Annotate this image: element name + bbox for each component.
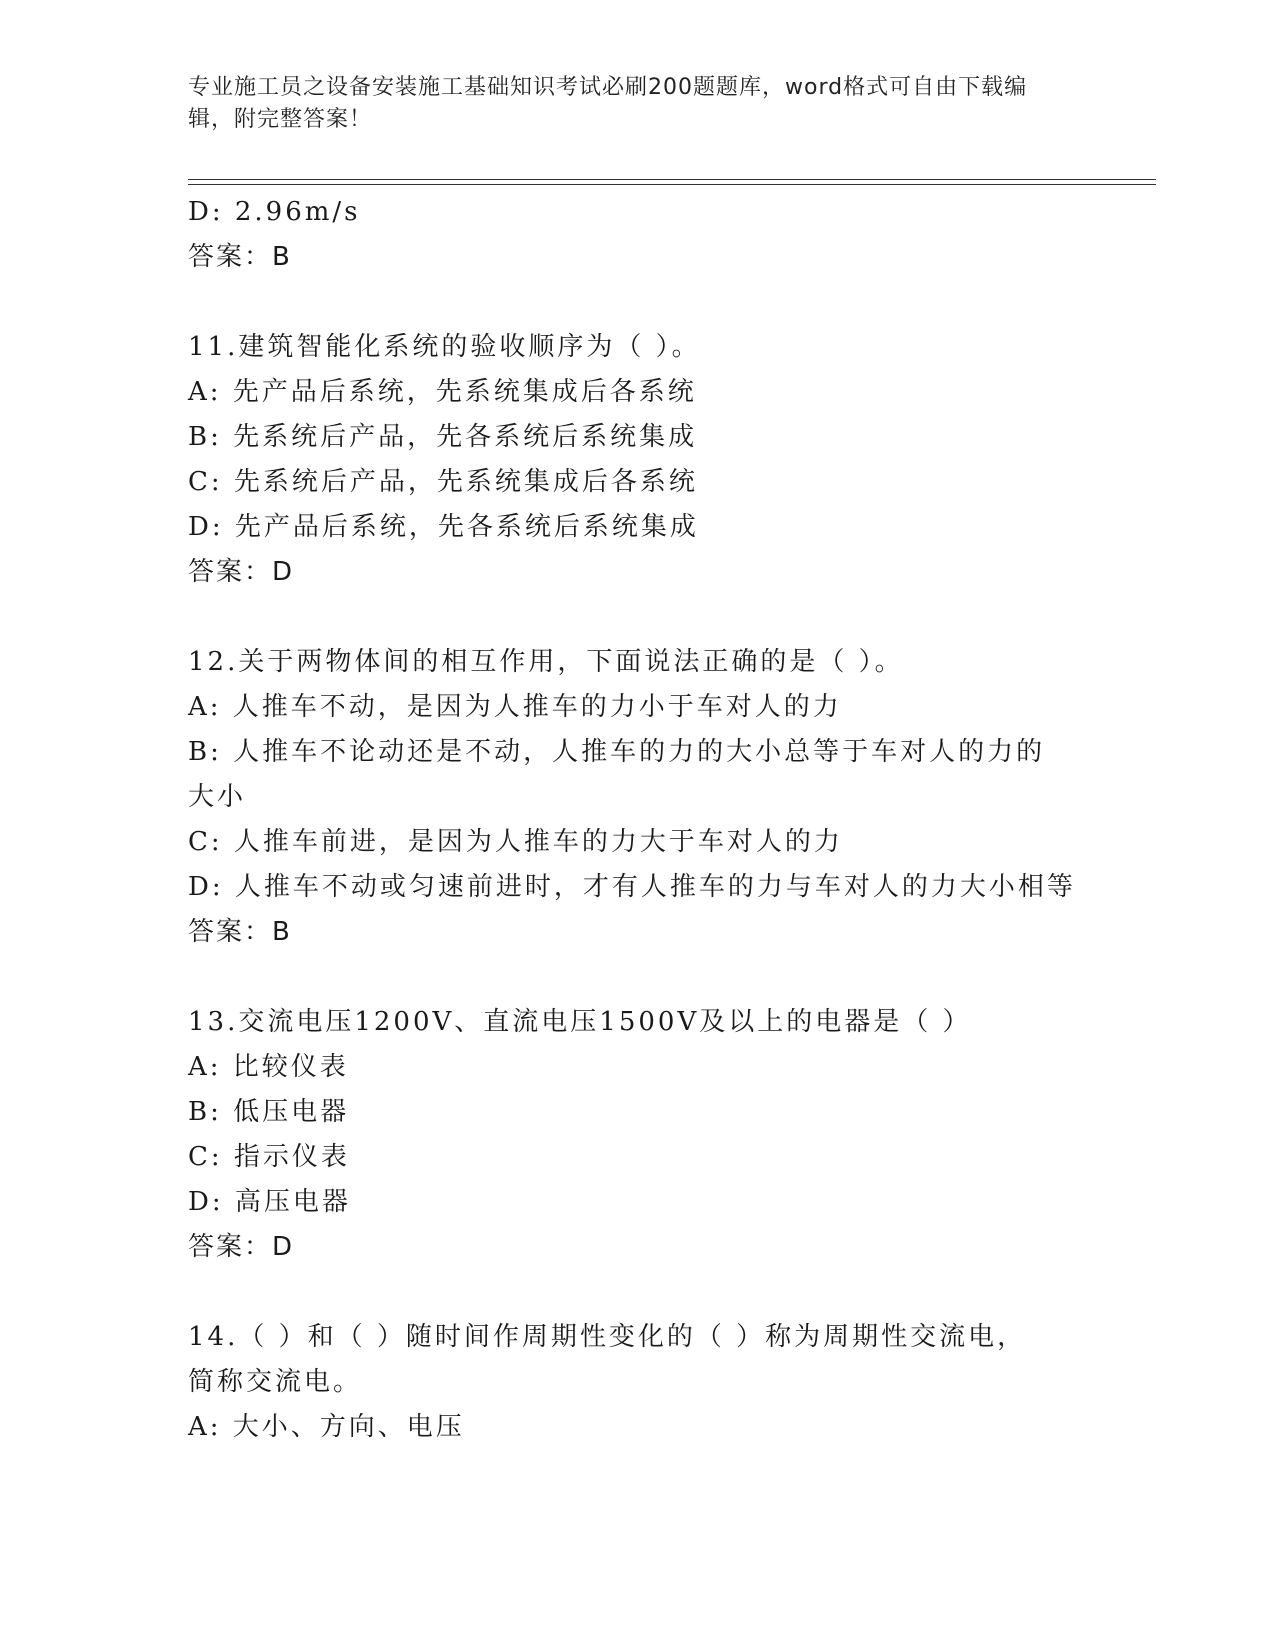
question-11 xyxy=(188,325,1088,595)
question-13 xyxy=(188,1000,1088,1270)
spacer xyxy=(188,280,1088,325)
question-stem: 14.（ ）和（ ）随时间作周期性变化的（ ）称为周期性交流电，简称交流电。 xyxy=(188,1322,1027,1397)
spacer xyxy=(188,595,1088,640)
option-b: B: 先系统后产品，先各系统后系统集成 xyxy=(188,422,698,452)
option-a: A: 大小、方向、电压 xyxy=(188,1412,465,1442)
question-14 xyxy=(188,1315,1088,1450)
option-c: C: 指示仪表 xyxy=(188,1142,350,1172)
spacer xyxy=(188,1270,1088,1315)
q10-option-d: D: 2.96m/s xyxy=(188,197,361,227)
question-stem: 13.交流电压1200V、直流电压1500V及以上的电器是（ ） xyxy=(188,1007,972,1037)
answer: 答案：B xyxy=(188,917,292,947)
document-header-title: 专业施工员之设备安装施工基础知识考试必刷200题题库，word格式可自由下载编辑，附完整答案！ xyxy=(188,75,1028,132)
question-stem: 11.建筑智能化系统的验收顺序为（ ）。 xyxy=(188,332,701,362)
option-a: A: 比较仪表 xyxy=(188,1052,349,1082)
answer: 答案：D xyxy=(188,1232,295,1262)
option-c: C: 先系统后产品，先系统集成后各系统 xyxy=(188,467,698,497)
option-c: C: 人推车前进，是因为人推车的力大于车对人的力 xyxy=(188,827,843,857)
answer: 答案：D xyxy=(188,557,295,587)
option-b: B: 人推车不论动还是不动，人推车的力的大小总等于车对人的力的大小 xyxy=(188,737,1046,812)
option-d: D: 先产品后系统，先各系统后系统集成 xyxy=(188,512,699,542)
q10-answer: 答案：B xyxy=(188,242,292,272)
option-a: A: 先产品后系统，先系统集成后各系统 xyxy=(188,377,697,407)
header-rule-bottom xyxy=(188,184,1156,185)
question-12 xyxy=(188,640,1088,955)
header-rule-top xyxy=(188,179,1156,180)
option-a: A: 人推车不动，是因为人推车的力小于车对人的力 xyxy=(188,692,842,722)
option-b: B: 低压电器 xyxy=(188,1097,350,1127)
spacer xyxy=(188,955,1088,1000)
question-content xyxy=(188,190,1088,1450)
option-d: D: 人推车不动或匀速前进时，才有人推车的力与车对人的力大小相等 xyxy=(188,872,1076,902)
question-stem: 12.关于两物体间的相互作用，下面说法正确的是（ ）。 xyxy=(188,647,904,677)
option-d: D: 高压电器 xyxy=(188,1187,351,1217)
